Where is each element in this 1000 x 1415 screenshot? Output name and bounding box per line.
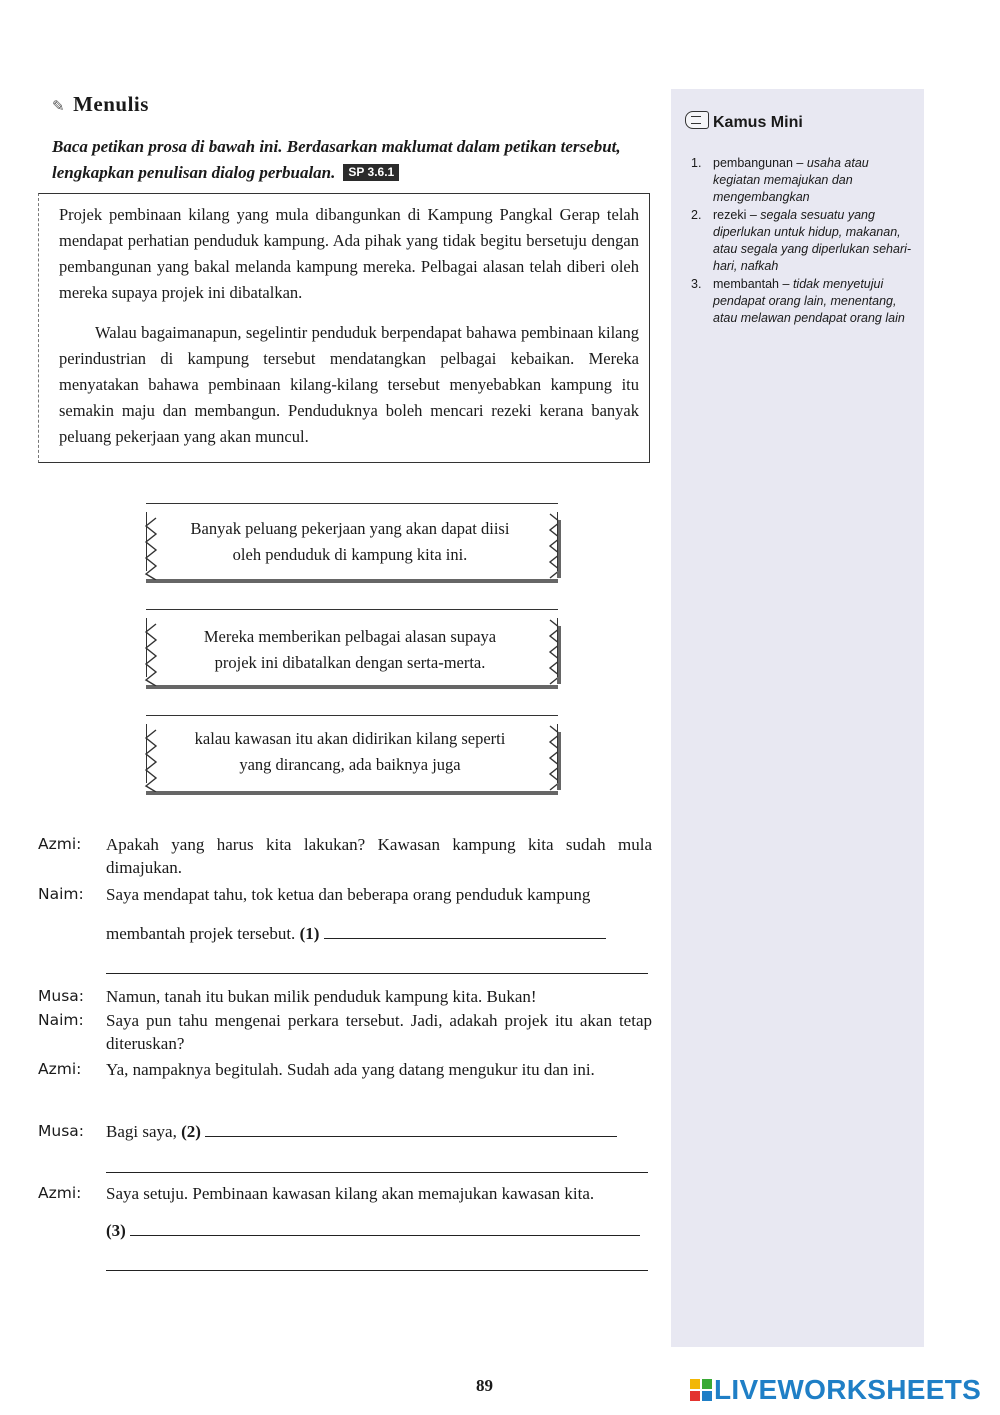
dialogue-line-4 [38, 1009, 652, 1055]
dialogue-text: Saya pun tahu mengenai perkara tersebut. Jadi, adakah projek itu akan tetap diteruskan? [106, 1011, 652, 1053]
pen-icon: ✎ [52, 99, 66, 115]
instruction [52, 134, 652, 186]
dialogue-text-cont: membantah projek tersebut. (1) [106, 922, 652, 945]
brand-text: LIVEWORKSHEETS [714, 1374, 982, 1405]
speaker-name: Azmi: [38, 1060, 82, 1078]
dictionary-icon [685, 111, 709, 129]
dialogue-line-7 [38, 1182, 652, 1242]
liveworksheets-logo[interactable] [690, 1374, 981, 1406]
banner-left-edge [144, 610, 158, 686]
speaker-name: Musa: [38, 1122, 84, 1140]
dialogue-line-5 [38, 1058, 652, 1081]
dialogue-line-6 [38, 1120, 652, 1143]
liveworksheets-grid-icon [690, 1379, 712, 1401]
option-text-3: kalau kawasan itu akan didirikan kilang seperti yang dirancang, ada baiknya juga [194, 729, 506, 774]
blank-number-1: (1) [299, 924, 320, 943]
option-text-2: Mereka memberikan pelbagai alasan supaya projek ini dibatalkan dengan serta-merta. [203, 627, 497, 672]
kamus-item: 3. membantah – tidak menyetujui pendapat orang lain, menentang, atau melawan pendapat orang lain [691, 277, 905, 325]
option-card-1[interactable] [146, 503, 558, 583]
option-text-1: Banyak peluang pekerjaan yang akan dapat diisi oleh penduduk di kampung kita ini. [190, 519, 510, 564]
banner-left-edge [144, 716, 158, 792]
option-card-2[interactable] [146, 609, 558, 689]
blank-number-3: (3) [106, 1221, 126, 1240]
banner-right-edge [548, 716, 562, 792]
kamus-item: 1. pembangunan – usaha atau kegiatan memajukan dan mengembangkan [691, 156, 869, 204]
dialogue-text: Ya, nampaknya begitulah. Sudah ada yang datang mengukur itu dan ini. [106, 1060, 595, 1079]
dialogue-line-3 [38, 985, 652, 1008]
banner-left-edge [144, 504, 158, 580]
passage-paragraph-1: Projek pembinaan kilang yang mula dibangunkan di Kampung Pangkal Gerap telah mendapat perhatian penduduk kampung. Ada pihak yang tidak begitu bersetuju dengan pembangunan yang bakal melanda kampung mereka. Pelbagai alasan telah diberi oleh mereka supaya projek ini dibatalkan. [59, 205, 639, 302]
banner-right-edge [548, 610, 562, 686]
dialogue-text: Apakah yang harus kita lakukan? Kawasan kampung kita sudah mula dimajukan. [106, 835, 652, 877]
answer-blank-3-line-2[interactable] [106, 1270, 648, 1271]
answer-blank-3[interactable] [130, 1235, 640, 1236]
answer-blank-1[interactable] [324, 938, 606, 939]
answer-blank-1-line-2[interactable] [106, 973, 648, 974]
standard-badge: SP 3.6.1 [343, 164, 399, 181]
banner-right-edge [548, 504, 562, 580]
speaker-name: Azmi: [38, 1184, 82, 1202]
passage-paragraph-2: Walau bagaimanapun, segelintir penduduk berpendapat bahawa pembinaan kilang perindustrian di kampung tersebut mendatangkan pelbagai kebaikan. Mereka menyatakan bahawa pembinaan kilang-kilang tersebut menyebabkan kampung itu semakin maju dan membangun. Penduduknya boleh mencari rezeki kerana banyak peluang pekerjaan yang akan muncul. [59, 323, 639, 446]
speaker-name: Azmi: [38, 835, 82, 853]
answer-blank-2[interactable] [205, 1136, 617, 1137]
answer-blank-2-line-2[interactable] [106, 1172, 648, 1173]
dialogue-line-2 [38, 883, 652, 945]
kamus-title: Kamus Mini [685, 111, 803, 132]
page-number: 89 [476, 1376, 493, 1395]
kamus-item: 2. rezeki – segala sesuatu yang diperlukan untuk hidup, makanan, atau segala yang diperlukan sehari-hari, nafkah [691, 208, 912, 273]
instruction-text: Baca petikan prosa di bawah ini. Berdasarkan maklumat dalam petikan tersebut, lengkapkan penulisan dialog perbualan. [52, 137, 621, 182]
dialogue-text-cont [106, 1219, 652, 1242]
dialogue-text: Bagi saya, (2) [106, 1120, 652, 1143]
dialogue-text: Saya setuju. Pembinaan kawasan kilang akan memajukan kawasan kita. [106, 1184, 595, 1203]
section-title: Menulis [73, 92, 149, 116]
section-heading [52, 92, 149, 117]
dialogue-text: Namun, tanah itu bukan milik penduduk kampung kita. Bukan! [106, 987, 537, 1006]
speaker-name: Musa: [38, 987, 84, 1005]
speaker-name: Naim: [38, 1011, 84, 1029]
dialogue-text: Saya mendapat tahu, tok ketua dan beberapa orang penduduk kampung [106, 885, 591, 904]
kamus-mini-sidebar [671, 89, 924, 1347]
blank-number-2: (2) [181, 1122, 201, 1141]
speaker-name: Naim: [38, 885, 84, 903]
option-card-3[interactable] [146, 715, 558, 795]
kamus-list [685, 155, 917, 328]
dialogue-line-1 [38, 833, 652, 879]
prose-passage [38, 193, 650, 463]
